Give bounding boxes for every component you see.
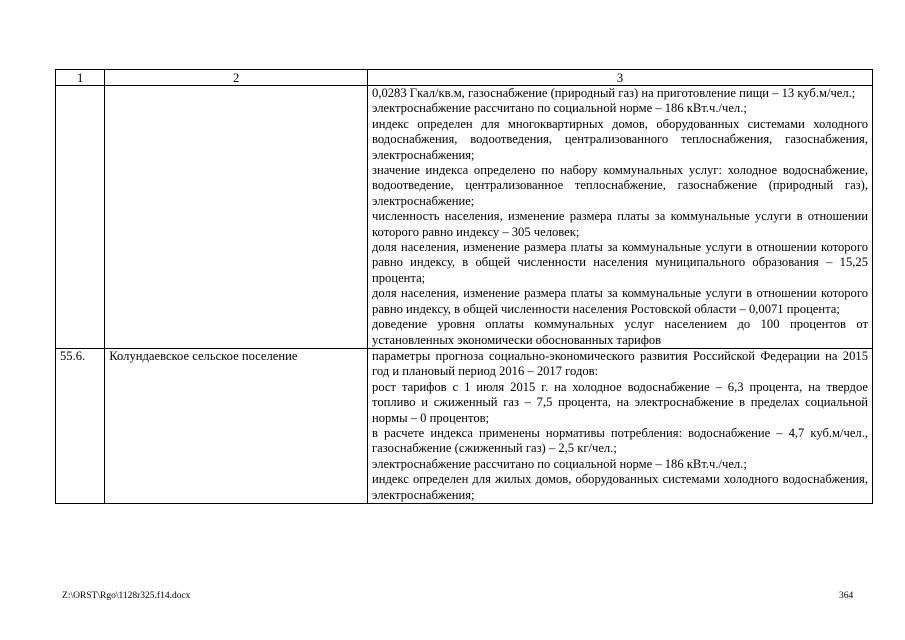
table-header-row [56,70,873,86]
table-row-55-6 [56,348,873,503]
row-number: 55.6. [56,348,105,503]
row-municipality-name: Колундаевское сельское поселение [105,348,368,503]
row-description [368,86,873,349]
paragraph: электроснабжение рассчитано по социальной норме – 186 кВт.ч./чел.; [372,101,747,116]
paragraph: рост тарифов с 1 июля 2015 г. на холодное водоснабжение – 6,3 процента, на твердое топливо и сжиженный газ – 7,5 процента, на электроснабжение в пределах социальной нормы – 0 процентов; [372,379,868,425]
row-description [368,348,873,503]
row-municipality-name [105,86,368,349]
paragraph: параметры прогноза социально-экономического развития Российской Федерации на 2015 год и плановый период 2016 – 2017 годов: [372,348,868,379]
header-col-2: 2 [105,70,368,86]
paragraph: доля населения, изменение размера платы за коммунальные услуги в отношении которого равно индексу, в общей численности населения муниципального образования – 15,25 процента; [372,240,868,285]
paragraph: электроснабжение рассчитано по социальной норме – 186 кВт.ч./чел.; [372,456,747,471]
paragraph: 0,0283 Гкал/кв.м, газоснабжение (природный газ) на приготовление пищи – 13 куб.м/чел.; [372,86,856,100]
paragraph: в расчете индекса применены нормативы потребления: водоснабжение – 4,7 куб.м/чел., газоснабжение (сжиженный газ) – 2,5 кг/чел.; [372,425,868,456]
paragraph: численность населения, изменение размера платы за коммунальные услуги в отношении которого равно индексу – 305 человек; [372,209,868,239]
document-table [55,69,873,504]
header-col-1: 1 [56,70,105,86]
row-number [56,86,105,349]
paragraph: индекс определен для жилых домов, оборудованных системами холодного водоснабжения, электроснабжения; [372,472,868,502]
paragraph: значение индекса определено по набору коммунальных услуг: холодное водоснабжение, водоотведение, централизованное теплоснабжение, газоснабжение (природный газ), электроснабжение; [372,163,868,208]
table-row-continuation [56,86,873,349]
paragraph: доведение уровня оплаты коммунальных услуг населением до 100 процентов от установленных экономически обоснованных тарифов [372,317,868,347]
footer-page-number: 364 [839,591,854,601]
header-col-3: 3 [368,70,873,86]
paragraph: доля населения, изменение размера платы за коммунальные услуги в отношении которого равно индексу, в общей численности населения Ростовской области – 0,0071 процента; [372,286,868,316]
paragraph: индекс определен для многоквартирных домов, оборудованных системами холодного водоснабжения, водоотведения, централизованного теплоснабжения, газоснабжения, электроснабжения; [372,116,868,162]
footer-file-path: Z:\ORST\Rgo\1128r325.f14.docx [62,591,191,601]
